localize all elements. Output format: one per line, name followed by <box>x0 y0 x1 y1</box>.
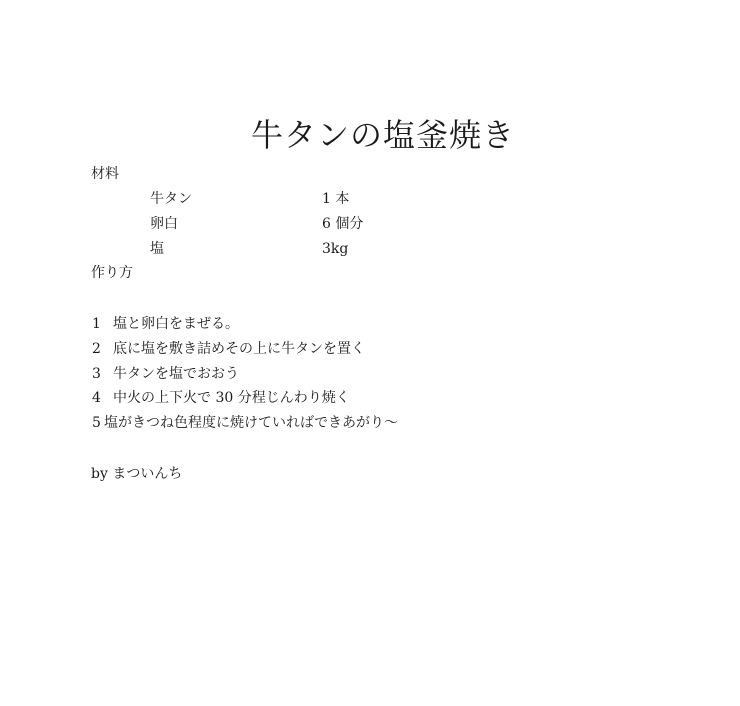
step-text: 塩がきつね色程度に焼けていればできあがり～ <box>104 415 398 431</box>
step-number: 3 <box>92 366 101 382</box>
step-number: 5 <box>92 415 101 431</box>
ingredient-name: 卵白 <box>150 216 178 232</box>
step-number: 2 <box>92 341 101 357</box>
step-number: 4 <box>92 390 101 406</box>
ingredient-name: 塩 <box>150 241 164 257</box>
author-credit: by まついんち <box>91 466 183 482</box>
ingredient-amount: 1 本 <box>322 191 350 207</box>
step-text: 底に塩を敷き詰めその上に牛タンを置く <box>113 341 365 357</box>
ingredient-amount: 3kg <box>322 241 349 257</box>
recipe-title: 牛タンの塩釜焼き <box>250 116 515 154</box>
ingredients-heading: 材料 <box>91 166 119 182</box>
step-text: 塩と卵白をまぜる。 <box>113 316 239 332</box>
step-number: 1 <box>92 316 101 332</box>
ingredient-amount: 6 個分 <box>322 216 364 232</box>
step-text: 牛タンを塩でおおう <box>113 366 239 382</box>
step-text: 中火の上下火で 30 分程じんわり焼く <box>113 390 350 406</box>
method-heading: 作り方 <box>91 265 133 281</box>
ingredient-name: 牛タン <box>150 191 192 207</box>
